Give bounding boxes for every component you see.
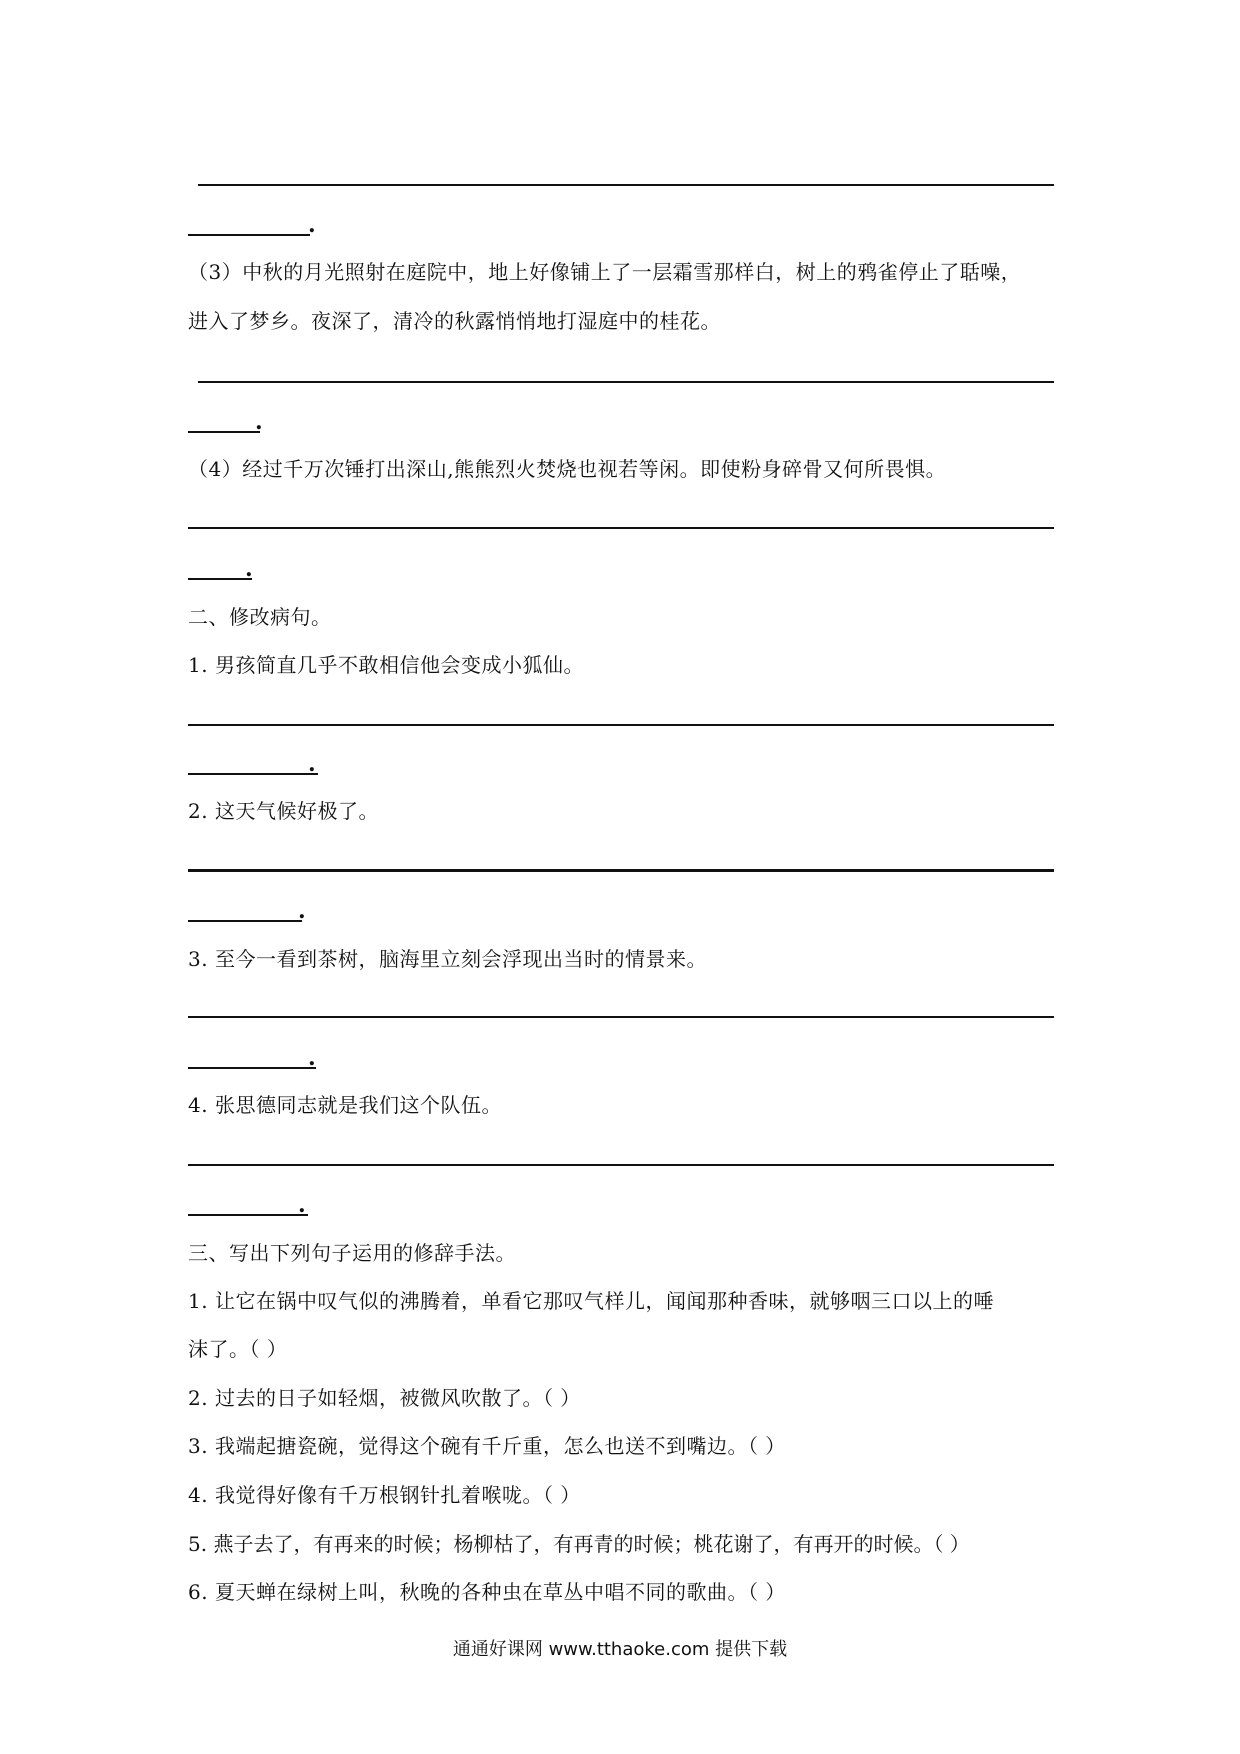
section-2-item-3: 3. 至今一看到茶树，脑海里立刻会浮现出当时的情景来。: [188, 947, 707, 971]
answer-line-stub: [188, 1214, 308, 1216]
period-mark: .: [298, 1192, 306, 1218]
question-3-line-1: （3）中秋的月光照射在庭院中，地上好像铺上了一层霜雪那样白，树上的鸦雀停止了聒噪，: [188, 260, 1022, 284]
answer-line: [188, 724, 1054, 726]
period-mark: .: [308, 1045, 316, 1071]
section-3-item-3: 3. 我端起搪瓷碗，觉得这个碗有千斤重，怎么也送不到嘴边。（ ）: [188, 1434, 786, 1458]
period-mark: .: [308, 751, 316, 777]
period-mark: .: [255, 409, 263, 435]
period-mark: .: [298, 898, 306, 924]
answer-line: [188, 1016, 1054, 1018]
answer-line-stub: [188, 234, 310, 236]
section-3-item-4: 4. 我觉得好像有千万根钢针扎着喉咙。（ ）: [188, 1483, 581, 1507]
answer-line: [198, 184, 1054, 186]
section-3-item-1-line-2: 沫了。（ ）: [188, 1337, 288, 1361]
question-3-line-2: 进入了梦乡。夜深了，清冷的秋露悄悄地打湿庭中的桂花。: [188, 309, 721, 333]
period-mark: .: [308, 212, 316, 238]
section-2-item-2: 2. 这天气候好极了。: [188, 799, 379, 823]
answer-line-stub: [188, 773, 318, 775]
section-3-item-6: 6. 夏天蝉在绿树上叫，秋晚的各种虫在草丛中唱不同的歌曲。（ ）: [188, 1580, 786, 1604]
answer-line-stub: [188, 431, 260, 433]
section-3-item-2: 2. 过去的日子如轻烟，被微风吹散了。（ ）: [188, 1386, 581, 1410]
question-4-line-1: （4）经过千万次锤打出深山,熊熊烈火焚烧也视若等闲。即使粉身碎骨又何所畏惧。: [188, 457, 947, 481]
answer-line: [198, 381, 1054, 383]
answer-line-stub: [188, 578, 252, 580]
section-2-item-4: 4. 张思德同志就是我们这个队伍。: [188, 1093, 502, 1117]
answer-line: [188, 1164, 1054, 1166]
section-2-heading: 二、修改病句。: [188, 605, 332, 629]
footer-source-text: 通通好课网 www.tthaoke.com 提供下载: [452, 1639, 788, 1660]
section-2-item-1: 1. 男孩简直几乎不敢相信他会变成小狐仙。: [188, 653, 584, 677]
section-3-heading: 三、写出下列句子运用的修辞手法。: [188, 1241, 516, 1265]
answer-line-stub: [188, 1067, 316, 1069]
section-3-item-5: 5. 燕子去了，有再来的时候；杨柳枯了，有再青的时候；桃花谢了，有再开的时候。（ ）: [188, 1532, 970, 1556]
answer-line: [188, 527, 1054, 529]
section-3-item-1-line-1: 1. 让它在锅中叹气似的沸腾着，单看它那叹气样儿，闻闻那种香味，就够咽三口以上的唾: [188, 1289, 994, 1313]
answer-line-stub: [188, 920, 302, 922]
answer-line: [188, 869, 1054, 872]
period-mark: .: [245, 556, 253, 582]
